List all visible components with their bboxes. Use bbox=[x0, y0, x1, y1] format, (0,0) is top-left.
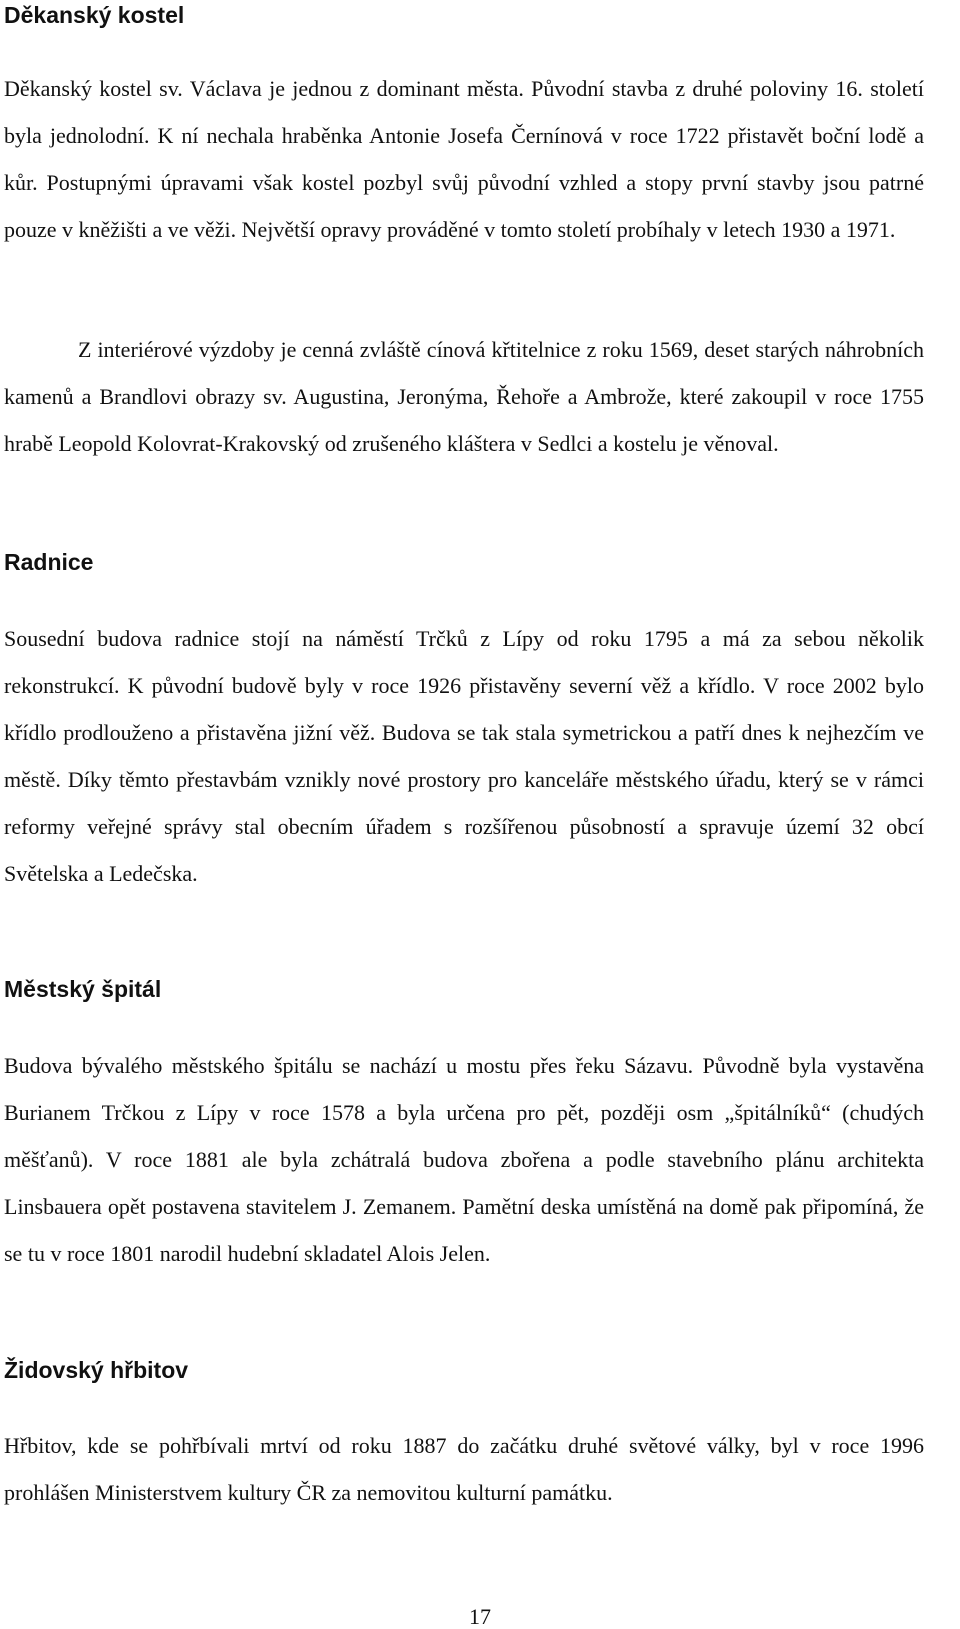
section-heading-radnice: Radnice bbox=[4, 549, 94, 575]
paragraph-kostel-1: Děkanský kostel sv. Václava je jednou z dominant města. Původní stavba z druhé poloviny 16. století byla jednolodní. K ní nechala hraběnka Antonie Josefa Černínová v roce 1722 přistavět boční lodě a kůr. Postupnými úpravami však kostel pozbyl svůj původní vzhled a stopy první stavby jsou patrné pouze v kněžišti a ve věži. Největší opravy prováděné v tomto století probíhaly v letech 1930 a 1971. bbox=[4, 76, 924, 242]
paragraph-spital: Budova bývalého městského špitálu se nachází u mostu přes řeku Sázavu. Původně byla vystavěna Burianem Trčkou z Lípy v roce 1578 a byla určena pro pět, později osm „špitálníků“ (chudých měšťanů). V roce 1881 ale byla zchátralá budova zbořena a podle stavebního plánu architekta Linsbauera opět postavena stavitelem J. Zemanem. Pamětní deska umístěná na domě pak připomíná, že se tu v roce 1801 narodil hudební skladatel Alois Jelen. bbox=[4, 1053, 924, 1266]
page-number: 17 bbox=[469, 1604, 491, 1629]
section-heading-mestsky-spital: Městský špitál bbox=[4, 976, 162, 1002]
paragraph-hrbitov: Hřbitov, kde se pohřbívali mrtví od roku 1887 do začátku druhé světové války, byl v roce 1996 prohlášen Ministerstvem kultury ČR za nemovitou kulturní památku. bbox=[4, 1433, 924, 1505]
section-heading-dekansky-kostel: Děkanský kostel bbox=[4, 2, 185, 28]
paragraph-radnice: Sousední budova radnice stojí na náměstí Trčků z Lípy od roku 1795 a má za sebou několik rekonstrukcí. K původní budově byly v roce 1926 přistavěny severní věž a křídlo. V roce 2002 bylo křídlo prodlouženo a přistavěna jižní věž. Budova se tak stala symetrickou a patří dnes k nejhezčím ve městě. Díky těmto přestavbám vznikly nové prostory pro kanceláře městského úřadu, který se v rámci reformy veřejné správy stal obecním úřadem s rozšířenou působností a spravuje území 32 obcí Světelska a Ledečska. bbox=[4, 626, 924, 886]
section-heading-zidovsky-hrbitov: Židovský hřbitov bbox=[4, 1357, 189, 1383]
paragraph-kostel-2: Z interiérové výzdoby je cenná zvláště cínová křtitelnice z roku 1569, deset starých náhrobních kamenů a Brandlovi obrazy sv. Augustina, Jeronýma, Řehoře a Ambrože, které zakoupil v roce 1755 hrabě Leopold Kolovrat-Krakovský od zrušeného kláštera v Sedlci a kostelu je věnoval. bbox=[4, 337, 924, 456]
